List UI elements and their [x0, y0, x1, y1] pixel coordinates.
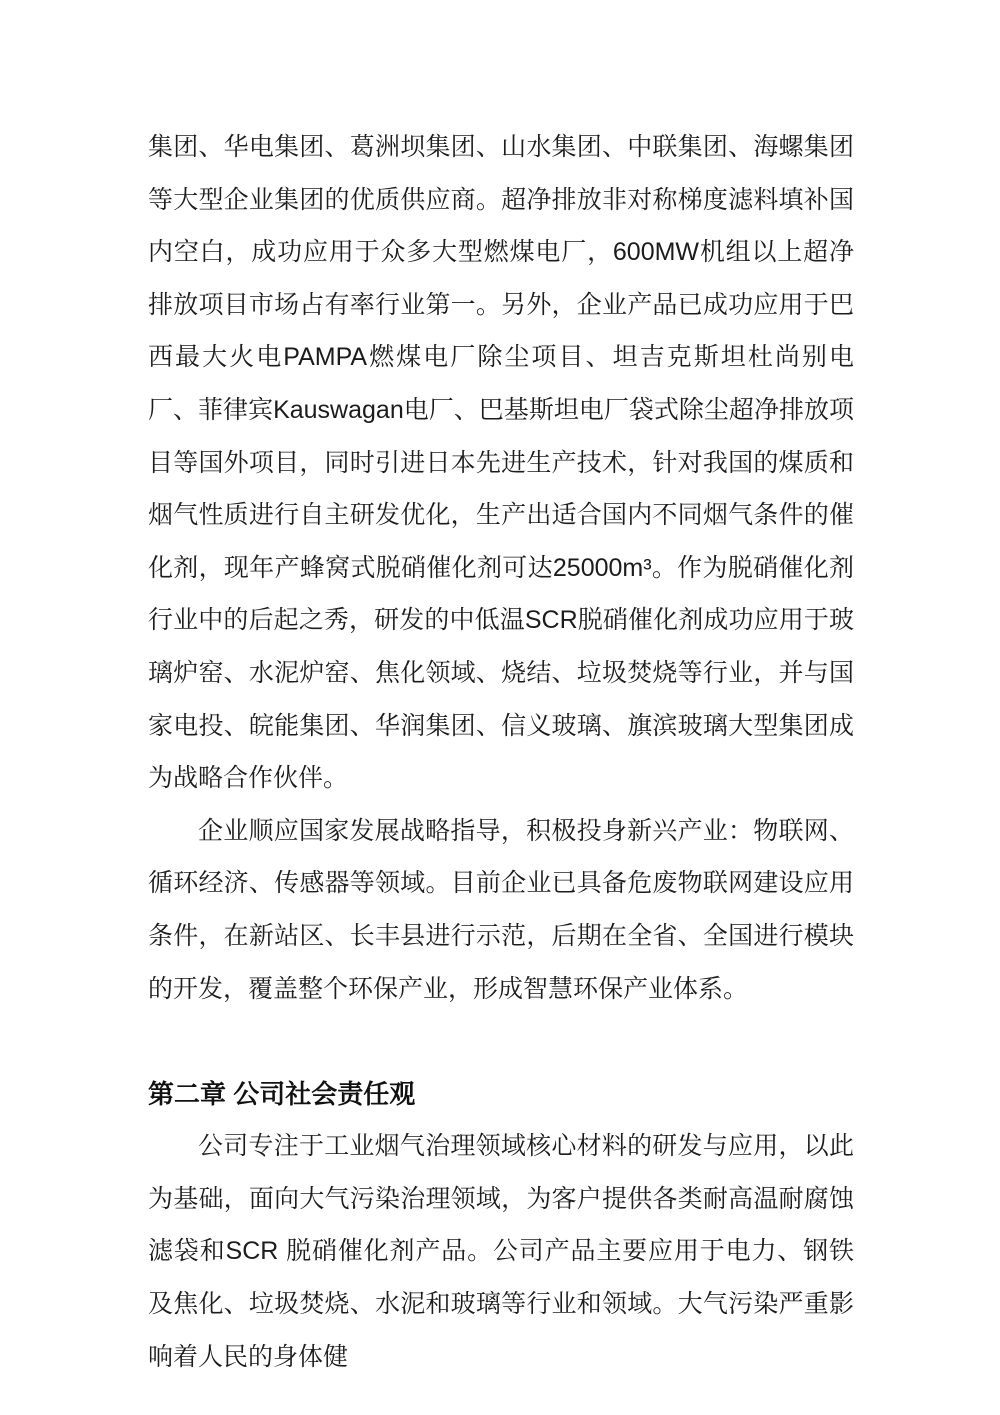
paragraph-suppliers-continuation: 集团、华电集团、葛洲坝集团、山水集团、中联集团、海螺集团等大型企业集团的优质供应商。超净排放非对称梯度滤料填补国内空白，成功应用于众多大型燃煤电厂，600MW机组以上超净排放项目市场占有率行业第一。另外，企业产品已成功应用于巴西最大火电PAMPA燃煤电厂除尘项目、坦吉克斯坦杜尚别电厂、菲律宾Kauswagan电厂、巴基斯坦电厂袋式除尘超净排放项目等国外项目，同时引进日本先进生产技术，针对我国的煤质和烟气性质进行自主研发优化，生产出适合国内不同烟气条件的催化剂，现年产蜂窝式脱硝催化剂可达25000m³。作为脱硝催化剂行业中的后起之秀，研发的中低温SCR脱硝催化剂成功应用于玻璃炉窑、水泥炉窑、焦化领域、烧结、垃圾焚烧等行业，并与国家电投、皖能集团、华润集团、信义玻璃、旗滨玻璃大型集团成为战略合作伙伴。	[148, 133, 854, 793]
paragraph-new-industries: 企业顺应国家发展战略指导，积极投身新兴产业：物联网、循环经济、传感器等领域。目前企业已具备危废物联网建设应用条件，在新站区、长丰县进行示范，后期在全省、全国进行模块的开发，覆盖整个环保产业，形成智慧环保产业体系。	[148, 816, 854, 1003]
chapter-heading: 第二章 公司社会责任观	[148, 1078, 416, 1109]
paragraph-company-focus: 公司专注于工业烟气治理领域核心材料的研发与应用，以此为基础，面向大气污染治理领域，为客户提供各类耐高温耐腐蚀滤袋和SCR 脱硝催化剂产品。公司产品主要应用于电力、钢铁及焦化、垃圾焚烧、水泥和玻璃等行业和领域。大气污染严重影响着人民的身体健	[148, 1132, 854, 1371]
